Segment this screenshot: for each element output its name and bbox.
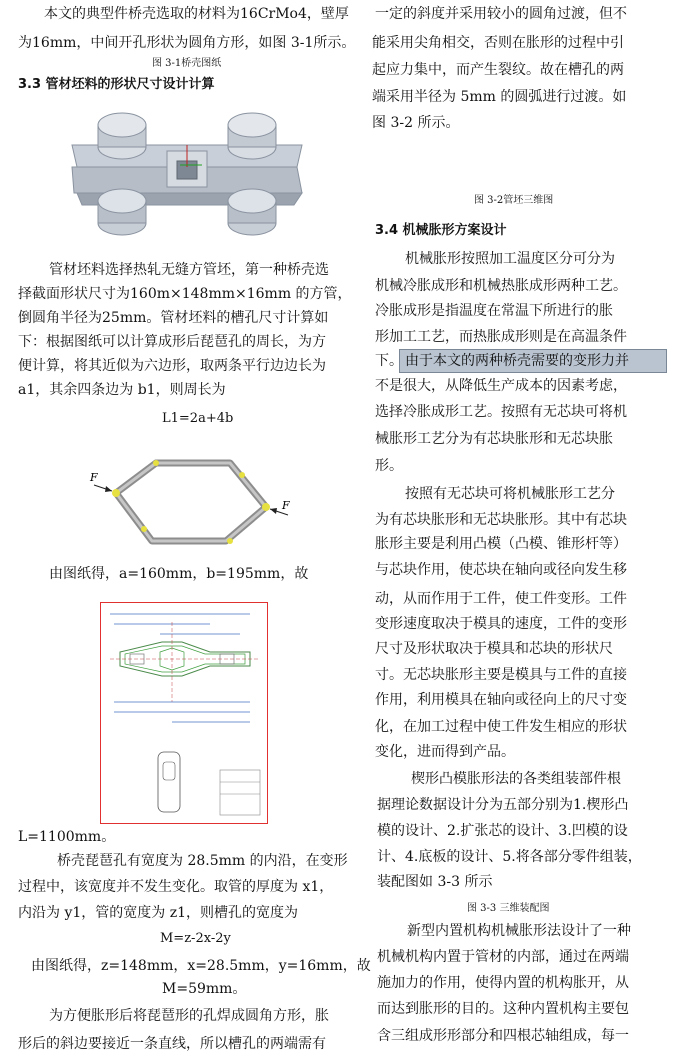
- equation-l: L=1100mm。: [18, 829, 116, 845]
- right-top-line-1: 一定的斜度并采用较小的圆角过渡，但不: [375, 6, 627, 22]
- right-top-line-5: 图 3-2 所示。: [372, 115, 460, 131]
- right-para2-line-9: 作用，利用模具在轴向或径向上的尺寸变: [375, 692, 627, 708]
- right-para4-line-4: 而达到胀形的目的。这种内置机构主要包: [377, 1001, 629, 1017]
- left-para4-line-3: 内沿为 y1，管的宽度为 z1，则槽孔的宽度为: [18, 905, 298, 921]
- right-para2-line-7: 尺寸及形状取决于模具和芯块的形状尺: [375, 641, 613, 657]
- equation-m: M=z-2x-2y: [160, 931, 231, 946]
- right-para2-line-5: 动，从而作用于工件，使工件变形。工件: [375, 591, 627, 607]
- right-para2-line-4: 与芯块作用，使芯块在轴向或径向发生移: [375, 562, 627, 578]
- left-para6-line-1: 为方便胀形后将琵琶形的孔焊成圆角方形，胀: [49, 1008, 329, 1024]
- axle-housing-3d-figure: [62, 105, 312, 245]
- heading-3-3: 3.3 管材坯料的形状尺寸设计计算: [18, 77, 215, 92]
- right-para2-line-11: 变化，进而得到产品。: [375, 744, 515, 760]
- heading-3-4: 3.4 机械胀形方案设计: [375, 223, 507, 238]
- right-para2-line-6: 变形速度取决于模具的速度，工件的变形: [375, 616, 627, 632]
- left-para2-line-3: 倒圆角半径为25mm。管材坯料的槽孔尺寸计算如: [18, 310, 329, 326]
- right-para1-line-9: 形。: [375, 458, 403, 474]
- equation-l1: L1=2a+4b: [162, 411, 234, 426]
- left-para4-line-2: 过程中，该宽度并不发生变化。取管的厚度为 x1，: [18, 879, 334, 895]
- right-para4-line-3: 施加力的作用，使得内置的机构胀开，从: [377, 975, 629, 991]
- right-top-line-2: 能采用尖角相交，否则在胀形的过程中引: [372, 35, 624, 51]
- right-para1-line-3: 冷胀成形是指温度在常温下所进行的胀: [375, 303, 613, 319]
- right-para1-line-2: 机械冷胀成形和机械热胀成形两种工艺。: [375, 278, 627, 294]
- left-para5-line-2: M=59mm。: [162, 981, 247, 997]
- right-para2-line-3: 胀形主要是利用凸模（凸模、锥形杆等）: [375, 536, 627, 552]
- right-para3-line-1: 楔形凸模胀形法的各类组装部件根: [411, 771, 621, 787]
- force-label-left: F: [90, 471, 98, 484]
- left-top-line-1: 本文的典型件桥壳选取的材料为16CrMo4，壁厚: [44, 6, 349, 22]
- right-para1-line-5: 下。: [375, 353, 403, 369]
- left-para5-line-1: 由图纸得，z=148mm，x=28.5mm，y=16mm，故: [31, 958, 371, 974]
- right-para1-line-4: 形加工工艺，而热胀成形则是在高温条件: [375, 329, 627, 345]
- right-para3-line-5: 装配图如 3-3 所示: [377, 874, 493, 890]
- left-para2-line-1: 管材坯料选择热轧无缝方管坯，第一种桥壳选: [49, 262, 329, 278]
- right-top-line-4: 端采用半径为 5mm 的圆弧进行过渡。如: [372, 89, 627, 105]
- engineering-drawing-figure: [100, 602, 268, 824]
- right-para2-line-1: 按照有无芯块可将机械胀形工艺分: [405, 486, 615, 502]
- left-top-line-2: 为16mm，中间开孔形状为圆角方形，如图 3-1所示。: [18, 35, 356, 51]
- caption-fig-3-3: 图 3-3 三维装配图: [467, 903, 550, 914]
- left-para2-line-4: 下：根据图纸可以计算成形后琵琶孔的周长，为方: [18, 334, 326, 350]
- right-para1-line-8: 械胀形工艺分为有芯块胀形和无芯块胀: [375, 431, 613, 447]
- right-para3-line-2: 据理论数据设计分为五部分别为1.楔形凸: [377, 797, 629, 813]
- left-para4-line-1: 桥壳琵琶孔有宽度为 28.5mm 的内沿，在变形: [57, 853, 348, 869]
- left-para2-line-6: a1，其余四条边为 b1，则周长为: [18, 382, 226, 398]
- right-para1-line-1: 机械胀形按照加工温度区分可分为: [405, 251, 615, 267]
- right-para2-line-10: 化，在加工过程中使工件发生相应的形状: [375, 719, 627, 735]
- left-para2-line-2: 择截面形状尺寸为160m×148mm×16mm 的方管，: [18, 286, 352, 302]
- left-para3: 由图纸得，a=160mm，b=195mm，故: [49, 566, 309, 582]
- right-para4-line-1: 新型内置机构机械胀形法设计了一种: [407, 923, 631, 939]
- left-para2-line-5: 便计算，将其近似为六边形，取两条平行边边长为: [18, 358, 326, 374]
- left-para6-line-2: 形后的斜边要接近一条直线，所以槽孔的两端需有: [18, 1036, 326, 1052]
- highlighted-sentence[interactable]: 由于本文的两种桥壳需要的变形力并: [405, 353, 629, 369]
- right-para1-line-7: 选择冷胀成形工艺。按照有无芯块可将机: [375, 404, 627, 420]
- right-para3-line-3: 模的设计、2.扩张芯的设计、3.凹模的设: [377, 823, 628, 839]
- right-para1-line-6: 不是很大，从降低生产成本的因素考虑，: [375, 378, 627, 394]
- right-top-line-3: 起应力集中，而产生裂纹。故在槽孔的两: [372, 62, 624, 78]
- force-label-right: F: [282, 499, 290, 512]
- caption-fig-3-1: 图 3-1桥壳图纸: [152, 58, 222, 69]
- right-para4-line-5: 含三组成形形部分和四根芯轴组成，每一: [377, 1028, 629, 1044]
- caption-fig-3-2: 图 3-2管坯三维图: [474, 195, 554, 206]
- right-para2-line-8: 寸。无芯块胀形主要是模具与工件的直接: [375, 667, 627, 683]
- hexagon-force-figure: [88, 455, 298, 553]
- right-para4-line-2: 机械机构内置于管材的内部，通过在两端: [377, 949, 629, 965]
- right-para2-line-2: 为有芯块胀形和无芯块胀形。其中有芯块: [375, 512, 627, 528]
- right-para3-line-4: 计、4.底板的设计、5.将各部分零件组装，: [377, 849, 642, 865]
